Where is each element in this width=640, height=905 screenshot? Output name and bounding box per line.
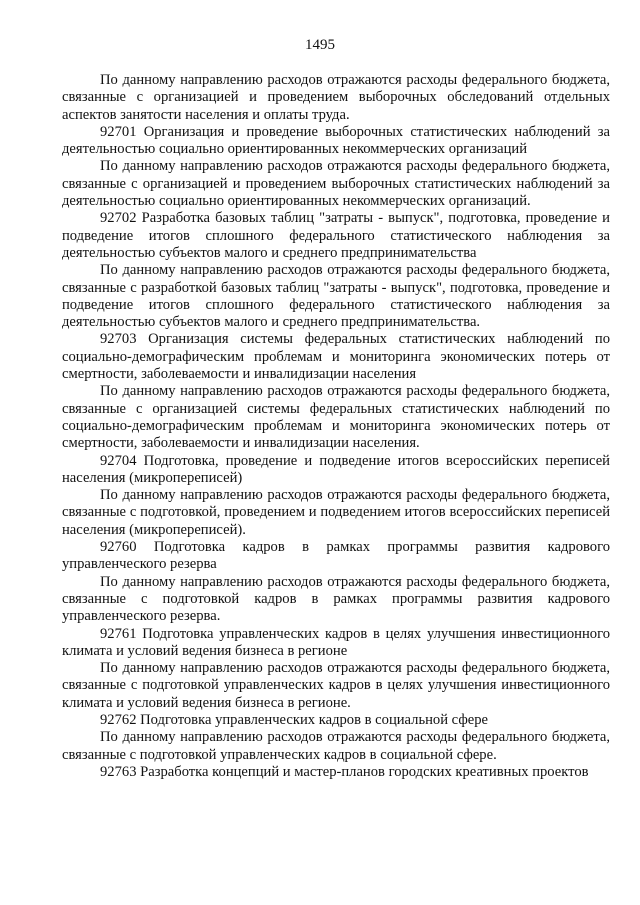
section-heading-92703: 92703 Организация системы федеральных статистических наблюдений по социально-демографическим проблемам и мониторинга экономических потерь от смертности, заболеваемости и инвалидизации населения — [62, 331, 610, 383]
section-heading-92760: 92760 Подготовка кадров в рамках программы развития кадрового управленческого резерва — [62, 539, 610, 573]
section-heading-92761: 92761 Подготовка управленческих кадров в целях улучшения инвестиционного климата и условий ведения бизнеса в регионе — [62, 625, 610, 659]
document-body — [62, 72, 610, 781]
paragraph: По данному направлению расходов отражаются расходы федерального бюджета, связанные с разработкой базовых таблиц "затраты - выпуск", подготовка, проведение и подведение итогов сплошного федерального статистического наблюдения за деятельностью субъектов малого и среднего предпринимательства. — [62, 262, 610, 331]
paragraph: По данному направлению расходов отражаются расходы федерального бюджета, связанные с организацией системы федеральных статистических наблюдений по социально-демографическим проблемам и мониторинга экономических потерь от смертности, заболеваемости и инвалидизации населения. — [62, 383, 610, 452]
paragraph: По данному направлению расходов отражаются расходы федерального бюджета, связанные с подготовкой управленческих кадров в целях улучшения инвестиционного климата и условий ведения бизнеса в регионе. — [62, 660, 610, 711]
paragraph: По данному направлению расходов отражаются расходы федерального бюджета, связанные с организацией и проведением выборочных статистических наблюдений за деятельностью социально ориентированных некоммерческих организаций. — [62, 158, 610, 210]
section-heading-92763: 92763 Разработка концепций и мастер-планов городских креативных проектов — [100, 763, 589, 780]
page-number: 1495 — [305, 37, 335, 53]
paragraph: По данному направлению расходов отражаются расходы федерального бюджета, связанные с подготовкой кадров в рамках программы развития кадрового управленческого резерва. — [62, 573, 610, 625]
section-heading-92704: 92704 Подготовка, проведение и подведение итогов всероссийских переписей населения (микропереписей) — [62, 452, 610, 486]
paragraph: По данному направлению расходов отражаются расходы федерального бюджета, связанные с подготовкой, проведением и подведением итогов всероссийских переписей населения (микропереписей). — [62, 487, 610, 538]
section-heading-92702: 92702 Разработка базовых таблиц "затраты - выпуск", подготовка, проведение и подведение итогов сплошного федерального статистического наблюдения за деятельностью субъектов малого и среднего предпринимательства — [62, 210, 610, 261]
section-heading-92762: 92762 Подготовка управленческих кадров в социальной сфере — [100, 711, 489, 728]
paragraph: По данному направлению расходов отражаются расходы федерального бюджета, связанные с организацией и проведением выборочных обследований отдельных аспектов занятости населения и оплаты труда. — [62, 72, 610, 123]
paragraph: По данному направлению расходов отражаются расходы федерального бюджета, связанные с подготовкой управленческих кадров в социальной сфере. — [62, 729, 610, 763]
section-heading-92701: 92701 Организация и проведение выборочных статистических наблюдений за деятельностью социально ориентированных некоммерческих организаций — [62, 123, 610, 158]
